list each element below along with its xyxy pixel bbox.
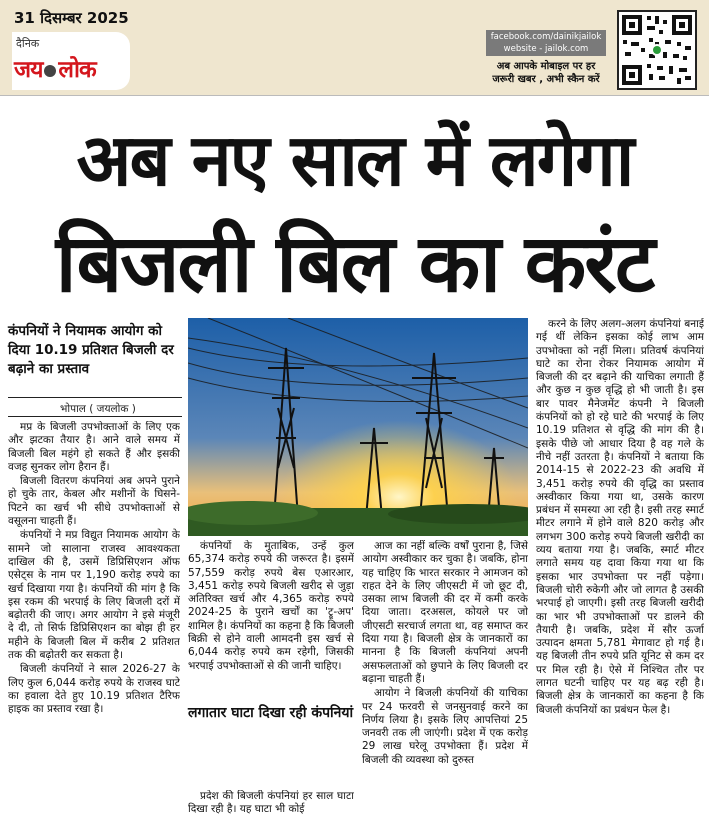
paragraph: बिजली वितरण कंपनियां अब अपने पुराने हो चुके तार, केबल और मशीनों के घिसने-पिटने का खर्च भी सीधे उपभोक्ताओं से वसूलना चाहती हैं। bbox=[8, 475, 180, 528]
paragraph: करने के लिए अलग-अलग कंपनियां बनाई गई थीं लेकिन इसका कोई लाभ आम उपभोक्ता को नहीं मिला। प्रतिवर्ष कंपनियां घाटे का रोना रोकर नियामक आयोग में बिजली की दर बढ़ाने की याचिका लगाती हैं और कुछ न कुछ वृद्धि हो भी जाती है। इस बार पावर मैनेजमेंट कंपनी ने बिजली कंपनियों को हो रहे घाटे की भरपाई के लिए 10.19 प्रतिशत से वृद्धि की मांग की है। इसके पीछे जो आधार दिया है वह गले के नीचे नहीं उतरता है। कंपनियों ने बताया कि 2014-15 से 2022-23 की अवधि में 3,451 करोड़ रुपये की वृद्धि का प्रस्ताव अस्वीकार किया गया था, उसके कारण प्रबंधन में समस्या आ रही है। इसी तरह स्मार्ट मीटर लगाने में होने वाले 820 करोड़ और लगभग 300 करोड़ रुपये बिजली खरीदी का व्यय बताया गया है। जबकि, स्मार्ट मीटर लगाते समय यह दावा किया गया था कि इसका भार उपभोक्ता पर नहीं पड़ेगा। बिजली चोरी रुकेगी और जो लागत है उसकी भरपाई हो जाएगी। इसी तरह बिजली खरीदी का भार भी उपभोक्ताओं पर डालने की तैयारी है। जबकि, प्रदेश में सौर ऊर्जा उत्पादन क्षमता 5,781 मेगावाट हो गई है। यह बिजली तीन रुपये प्रति यूनिट से कम दर पर मिल रही है। ऐसे में निश्चित तौर पर लागत घटनी चाहिए पर यह बढ़ रही है। बिजली क्षेत्र के जानकारों का कहना है कि बिजली कंपनियों का प्रबंधन फेल है। bbox=[536, 318, 704, 716]
column-1 bbox=[8, 421, 180, 821]
paragraph: आज का नहीं बल्कि वर्षों पुराना है, जिसे आयोग अस्वीकार कर चुका है। जबकि, होना यह चाहिए कि भारत सरकार ने आमजन को राहत देने के लिए जीएसटी में जो छूट दी, उसका लाभ बिजली की दर में कमी करके दिया जाता। दरअसल, कोयले पर जो जीएसटी सरचार्ज लगता था, वह समाप्त कर दिया गया है। बिजली क्षेत्र के जानकारों का मानना है कि बिजली कंपनियां अपनी असफलताओं को छुपाने के लिए बिजली दर बढ़ाना चाहती हैं। bbox=[362, 540, 528, 685]
issue-date: 31 दिसम्बर 2025 bbox=[14, 9, 129, 27]
power-transmission-towers-photo bbox=[188, 318, 528, 536]
promo-line1: अब आपके मोबाइल पर हर bbox=[496, 61, 596, 72]
paragraph: कंपनियों के मुताबिक, उन्हें कुल 65,374 करोड़ रुपये की जरूरत है। इसमें 57,559 करोड़ रुपये बेस एआरआर, 3,451 करोड़ रुपये बिजली खरीद से जुड़ा अतिरिक्त खर्च और 4,365 करोड़ रुपये 2024-25 के पुराने खर्चों का 'ट्रू-अप' शामिल है। कंपनियों का कहना है कि बिजली बिक्री से होने वाली आमदनी इस खर्च से 6,044 करोड़ रुपये कम रहेगी, जिसकी भरपाई उपभोक्ताओं से की जानी चाहिए। bbox=[188, 540, 354, 672]
promo-line2: जरूरी खबर , अभी स्कैन करें bbox=[492, 74, 600, 85]
paragraph: कंपनियों ने मप्र विद्युत नियामक आयोग के सामने जो सालाना राजस्व आवश्यकता दाखिल की है, उसमें डिप्रिसिएशन ऑफ एसेट्स के नाम पर 1,190 करोड़ रुपये का खर्च दिखाया गया है। कंपनियों की मांग है कि इस रकम की भरपाई के लिए बिजली दरों में बढ़ोतरी की जाए। अगर आयोग ने इसे मंजूरी दे दी, तो सिर्फ डिप्रिसिएशन का बोझ ही हर महीने के बिजली बिल में करीब 2 प्रतिशत तक की बढ़ोतरी कर सकता है। bbox=[8, 529, 180, 662]
masthead bbox=[0, 0, 709, 96]
scan-promo bbox=[476, 60, 616, 86]
dateline: भोपाल ( जयलोक ) bbox=[60, 403, 136, 415]
article-subhead: कंपनियों ने नियामक आयोग को दिया 10.19 प्रतिशत बिजली दर बढ़ाने का प्रस्ताव bbox=[8, 323, 174, 377]
paragraph: आयोग ने बिजली कंपनियों की याचिका पर 24 फरवरी से जनसुनवाई करने का निर्णय लिया है। इसके लिए आपत्तियां 25 जनवरी तक ली जाएंगी। प्रदेश में एक करोड़ 29 लाख घरेलू उपभोक्ता हैं। प्रदेश में बिजली की व्यवस्था को दुरुस्त bbox=[362, 687, 528, 766]
column-4 bbox=[536, 318, 704, 822]
logo-globe-icon bbox=[44, 65, 56, 77]
website-link[interactable]: website - jailok.com bbox=[503, 44, 589, 54]
qr-code-icon[interactable] bbox=[617, 10, 697, 90]
social-links bbox=[486, 30, 606, 56]
headline-line2: बिजली बिल का करंट bbox=[55, 217, 654, 310]
main-headline bbox=[0, 108, 709, 316]
daily-label: दैनिक bbox=[16, 37, 40, 50]
logo-part1: जय bbox=[14, 56, 43, 83]
column-2 bbox=[188, 540, 354, 698]
facebook-link[interactable]: facebook.com/dainikjailok bbox=[490, 32, 602, 42]
paragraph: मप्र के बिजली उपभोक्ताओं के लिए एक और झटका तैयार है। आने वाले समय में बिजली बिल महंगे हो सकते हैं और इसकी वजह सुनकर लोग हैरान हैं। bbox=[8, 421, 180, 473]
column-3 bbox=[362, 540, 528, 822]
logo-part2: लोक bbox=[58, 56, 96, 83]
divider bbox=[8, 416, 182, 417]
newspaper-logo bbox=[14, 52, 96, 84]
column-2-continued bbox=[188, 790, 354, 822]
headline-line1: अब नए साल में लगेगा bbox=[76, 118, 633, 202]
section-subhead: लगातार घाटा दिखा रही कंपनियां bbox=[188, 705, 354, 721]
paragraph: प्रदेश की बिजली कंपनियां हर साल घाटा दिखा रही है। यह घाटा भी कोई bbox=[188, 790, 354, 816]
divider bbox=[8, 397, 182, 398]
paragraph: बिजली कंपनियों ने साल 2026-27 के लिए कुल 6,044 करोड़ रुपये के राजस्व घाटे का हवाला देते हुए 10.19 प्रतिशत टैरिफ हाइक का प्रस्ताव रखा है। bbox=[8, 663, 180, 716]
